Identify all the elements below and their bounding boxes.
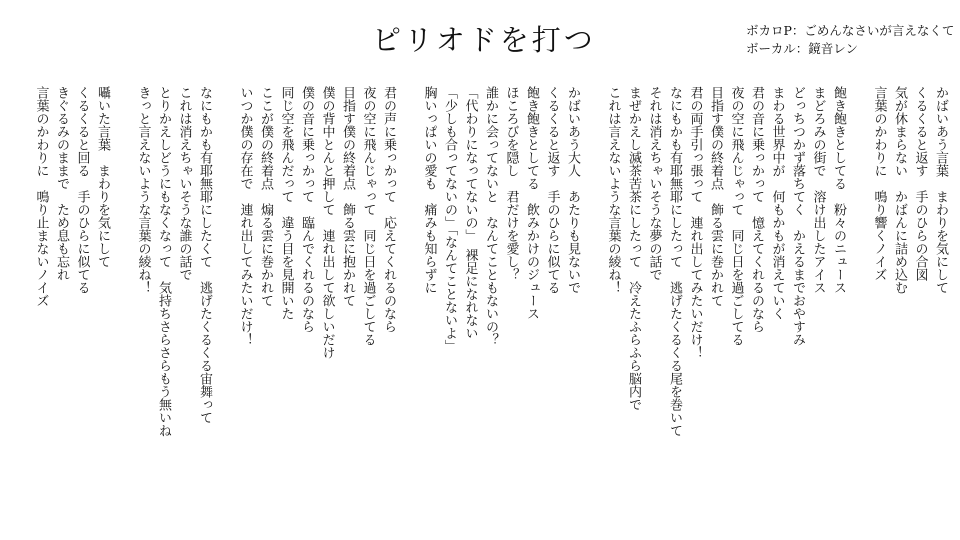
- lyric-line: 「代わりになってないの」 裸足になれない: [462, 86, 478, 340]
- lyric-line: これは消えちゃいそうな誰の話で: [176, 86, 192, 281]
- lyric-line: どっちつかず落ちてく かえるまでおやすみ: [790, 86, 805, 346]
- lyric-line: かばいあう大人 あたりも見ないで: [565, 86, 580, 294]
- lyric-line: なにもかも有耶無耶にしたって 逃げたくるくる尾を巻いて: [667, 86, 682, 437]
- lyric-line: まわる世界中が 何もかもが消えていく: [769, 86, 785, 320]
- lyric-line: 目指す僕の終着点 飾る雲に抱かれて: [340, 86, 355, 307]
- lyric-line: 夜の空に飛んじゃって 同じ日を過ごしてる: [360, 86, 376, 346]
- lyric-line: 飽き飽きとしてる 粉々のニュース: [831, 86, 846, 294]
- lyric-line: 同じ空を飛んだって 違う目を見開いた: [278, 86, 294, 320]
- lyric-line: 君の音に乗っかって 憶えてくれるのなら: [749, 86, 764, 333]
- lyric-line: まぜかえし滅茶苦茶にしたって 冷えたふらふら脳内で: [626, 86, 641, 411]
- lyric-line: 僕の背中とんと押して 連れ出して欲しいだけ: [319, 86, 335, 359]
- lyric-line: 「少しも合ってないの」「なんてことないよ」: [442, 86, 457, 353]
- lyric-stanza: [30, 86, 112, 526]
- lyric-line: くるくると回る 手のひらに似てる: [74, 86, 90, 294]
- lyric-line: くるくると返す 手のひらの合図: [912, 86, 928, 281]
- lyric-line: 誰かに会ってないと なんてこともないの？: [483, 86, 498, 346]
- lyric-line: 飽き飽きとしてる 飲みかけのジュース: [524, 86, 539, 320]
- lyric-line: 君の両手引っ張って 連れ出してみたいだけ！: [687, 86, 703, 359]
- song-title: ピリオドを打つ: [372, 23, 596, 57]
- lyric-line: 言葉のかわりに 鳴り止まないノイズ: [33, 86, 49, 307]
- lyric-line: 夜の空に飛んじゃって 同じ日を過ごしてる: [728, 86, 744, 346]
- lyric-stanza: [418, 86, 582, 526]
- lyric-line: きっと言えないような言葉の綾ね！: [135, 86, 151, 294]
- lyric-stanza: [132, 86, 214, 526]
- lyric-line: いつか僕の存在で 連れ出してみたいだけ！: [237, 86, 253, 346]
- lyric-line: ここが僕の終着点 煽る雲に巻かれて: [258, 86, 273, 307]
- lyric-line: これは言えないような言葉の綾ね！: [605, 86, 621, 294]
- lyric-line: 気が休まらない かばんに詰め込む: [892, 86, 907, 294]
- lyric-line: 君の声に乗っかって 応えてくれるのなら: [381, 86, 396, 333]
- lyric-line: 目指す僕の終着点 飾る雲に巻かれて: [708, 86, 723, 307]
- vocal-credit: ボーカル：鏡音レン: [746, 41, 858, 56]
- lyric-line: きぐるみのままで ため息も忘れ: [54, 86, 69, 281]
- lyric-line: まどろみの街で 溶け出したアイス: [810, 86, 826, 294]
- lyric-stanza: [602, 86, 848, 526]
- lyric-line: 胸いっぱいの愛も 痛みも知らずに: [421, 86, 437, 294]
- lyric-line: 言葉のかわりに 鳴り響くノイズ: [871, 86, 887, 281]
- lyric-line: 僕の音に乗っかって 臨んでくれるのなら: [299, 86, 314, 333]
- lyric-line: くるくると返す 手のひらに似てる: [544, 86, 560, 294]
- lyric-line: それは消えちゃいそうな夢の話で: [646, 86, 662, 281]
- lyric-line: かばいあう言葉 まわりを気にして: [933, 86, 948, 294]
- lyric-stanza: [234, 86, 398, 526]
- vocaloid-p-credit: ボカロP：ごめんなさいが言えなくて: [746, 23, 955, 38]
- lyric-line: なにもかも有耶無耶にしたくて 逃げたくるくる宙舞って: [197, 86, 212, 424]
- lyric-stanza: [868, 86, 950, 526]
- credits: [746, 22, 954, 58]
- lyric-line: 囁いた言葉 まわりを気にして: [95, 86, 110, 268]
- lyric-line: とりかえしどうにもなくなって 気持ちさらさらもう無いね: [156, 86, 171, 437]
- lyric-line: ほころびを隠し 君だけを愛し？: [503, 86, 519, 281]
- lyrics-body: [20, 86, 950, 526]
